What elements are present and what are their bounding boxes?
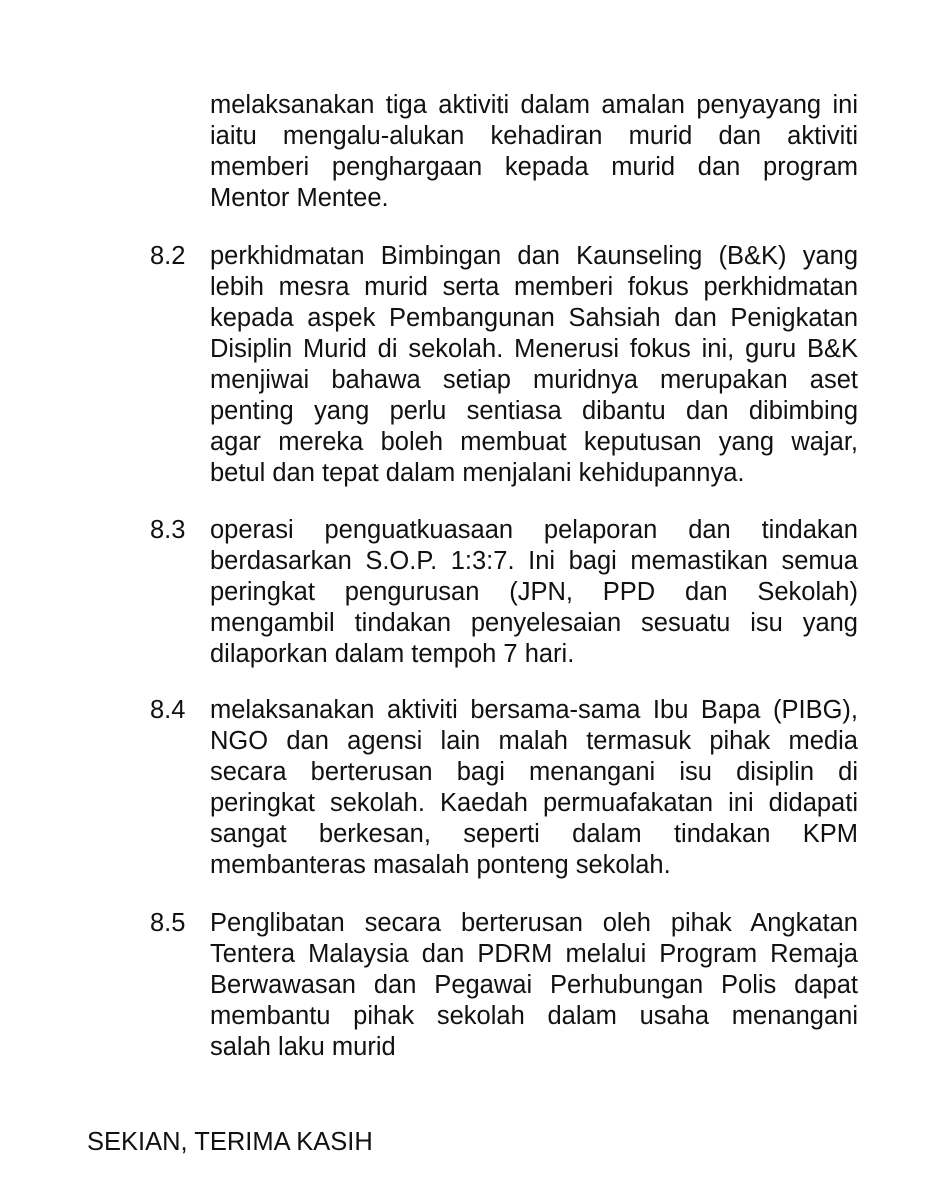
item-line: agar mereka boleh membuat keputusan yang wajar, [210, 428, 858, 456]
item-line: sangat berkesan, seperti dalam tindakan KPM [210, 820, 858, 848]
intro-line: iaitu mengalu-alukan kehadiran murid dan aktiviti [210, 122, 858, 150]
item-line: berdasarkan S.O.P. 1:3:7. Ini bagi memastikan semua [210, 547, 858, 575]
item-paragraph-8-5 [210, 908, 858, 1063]
item-line: Tentera Malaysia dan PDRM melalui Program Remaja [210, 940, 858, 968]
item-line: mengambil tindakan penyelesaian sesuatu isu yang [210, 609, 858, 637]
item-line: dilaporkan dalam tempoh 7 hari. [210, 640, 575, 668]
item-line: menjiwai bahawa setiap muridnya merupakan aset [210, 366, 858, 394]
item-line: melaksanakan aktiviti bersama-sama Ibu Bapa (PIBG), [210, 696, 858, 724]
item-line: membanteras masalah ponteng sekolah. [210, 851, 671, 879]
item-number-8-4: 8.4 [150, 696, 186, 724]
item-number-8-2: 8.2 [150, 242, 186, 270]
item-line: peringkat sekolah. Kaedah permuafakatan ini didapati [210, 789, 858, 817]
intro-paragraph [210, 90, 858, 214]
closing-text: SEKIAN, TERIMA KASIH [87, 1128, 373, 1156]
intro-line: memberi penghargaan kepada murid dan program [210, 153, 858, 181]
item-line: peringkat pengurusan (JPN, PPD dan Sekolah) [210, 578, 858, 606]
item-paragraph-8-3 [210, 515, 858, 670]
item-line: Berwawasan dan Pegawai Perhubungan Polis dapat [210, 971, 858, 999]
item-paragraph-8-4 [210, 695, 858, 881]
intro-line: melaksanakan tiga aktiviti dalam amalan penyayang ini [210, 91, 858, 119]
item-line: kepada aspek Pembangunan Sahsiah dan Penigkatan [210, 304, 858, 332]
item-number-8-5: 8.5 [150, 909, 186, 937]
item-paragraph-8-2 [210, 241, 858, 489]
item-line: operasi penguatkuasaan pelaporan dan tindakan [210, 516, 858, 544]
item-number-8-3: 8.3 [150, 516, 186, 544]
item-line: salah laku murid [210, 1033, 396, 1061]
item-line: Disiplin Murid di sekolah. Menerusi fokus ini, guru B&K [210, 335, 858, 363]
item-line: penting yang perlu sentiasa dibantu dan dibimbing [210, 397, 858, 425]
item-line: NGO dan agensi lain malah termasuk pihak media [210, 727, 858, 755]
item-line: lebih mesra murid serta memberi fokus perkhidmatan [210, 273, 858, 301]
item-line: perkhidmatan Bimbingan dan Kaunseling (B&K) yang [210, 242, 858, 270]
intro-line: Mentor Mentee. [210, 184, 389, 212]
item-line: betul dan tepat dalam menjalani kehidupannya. [210, 459, 745, 487]
item-line: membantu pihak sekolah dalam usaha menangani [210, 1002, 858, 1030]
item-line: secara berterusan bagi menangani isu disiplin di [210, 758, 858, 786]
item-line: Penglibatan secara berterusan oleh pihak Angkatan [210, 909, 858, 937]
